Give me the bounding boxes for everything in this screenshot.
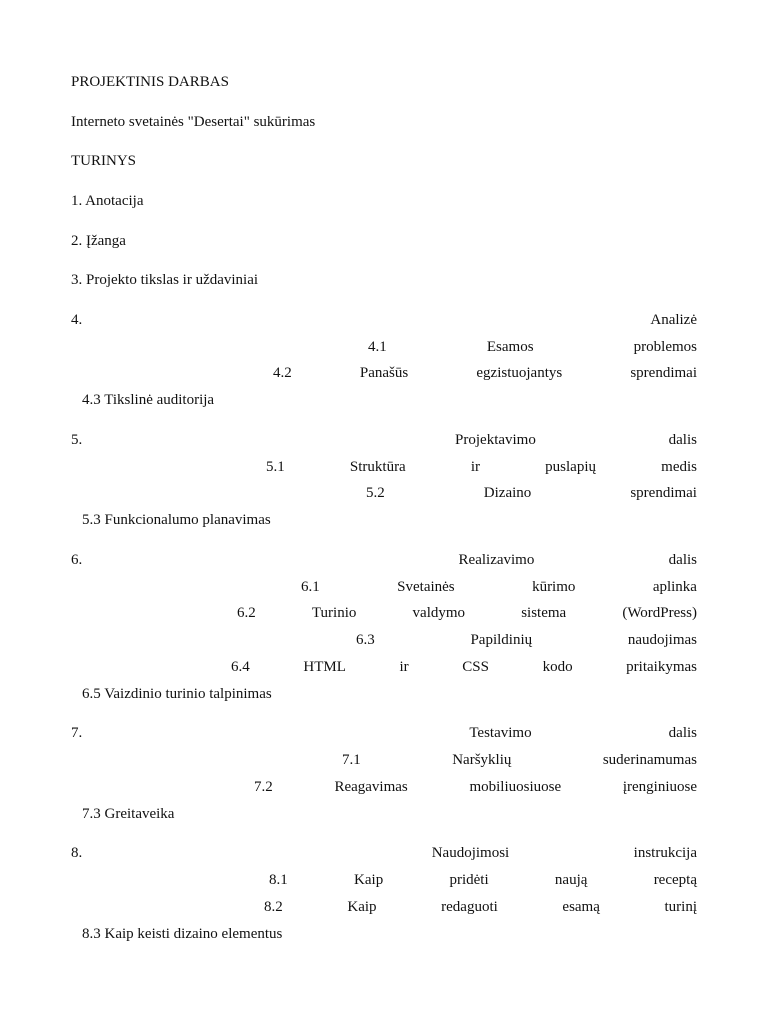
toc-entry-4-3: 4.3 Tikslinė auditorija (82, 392, 215, 408)
toc-entry-7: 7. Testavimo dalis (71, 725, 697, 741)
toc-entry-4-1: 4.1 Esamos problemos (368, 339, 697, 355)
toc-entry-5-2: 5.2 Dizaino sprendimai (366, 485, 697, 501)
toc-heading: TURINYS (71, 153, 137, 169)
document-subtitle: Interneto svetainės "Desertai" sukūrimas (71, 114, 316, 130)
toc-entry-6: 6. Realizavimo dalis (71, 552, 697, 568)
toc-entry-3: 3. Projekto tikslas ir uždaviniai (71, 272, 259, 288)
toc-entry-7-3: 7.3 Greitaveika (82, 806, 175, 822)
toc-entry-number: 4. (71, 312, 83, 328)
toc-entry-8-3: 8.3 Kaip keisti dizaino elementus (82, 926, 283, 942)
toc-entry-4 (71, 311, 697, 329)
toc-entry-6-3: 6.3 Papildinių naudojimas (356, 632, 697, 648)
document-title: PROJEKTINIS DARBAS (71, 74, 229, 90)
toc-entry-5: 5. Projektavimo dalis (71, 432, 697, 448)
toc-entry-6-4: 6.4 HTML ir CSS kodo pritaikymas (231, 659, 697, 675)
toc-entry-4-2: 4.2 Panašūs egzistuojantys sprendimai (273, 365, 697, 381)
toc-entry-2: 2. Įžanga (71, 233, 126, 249)
toc-entry-1: 1. Anotacija (71, 193, 144, 209)
toc-entry-title: Analizė (650, 312, 697, 328)
toc-entry-8-2: 8.2 Kaip redaguoti esamą turinį (264, 899, 697, 915)
toc-entry-5-1: 5.1 Struktūra ir puslapių medis (266, 459, 697, 475)
toc-entry-6-5: 6.5 Vaizdinio turinio talpinimas (82, 686, 272, 702)
toc-entry-7-2: 7.2 Reagavimas mobiliuosiuose įrenginiuose (254, 779, 697, 795)
toc-entry-6-2: 6.2 Turinio valdymo sistema (WordPress) (237, 605, 697, 621)
toc-entry-8: 8. Naudojimosi instrukcija (71, 845, 697, 861)
toc-entry-6-1: 6.1 Svetainės kūrimo aplinka (301, 579, 697, 595)
toc-entry-7-1: 7.1 Naršyklių suderinamumas (342, 752, 697, 768)
toc-entry-8-1: 8.1 Kaip pridėti naują receptą (269, 872, 697, 888)
toc-entry-5-3: 5.3 Funkcionalumo planavimas (82, 512, 271, 528)
